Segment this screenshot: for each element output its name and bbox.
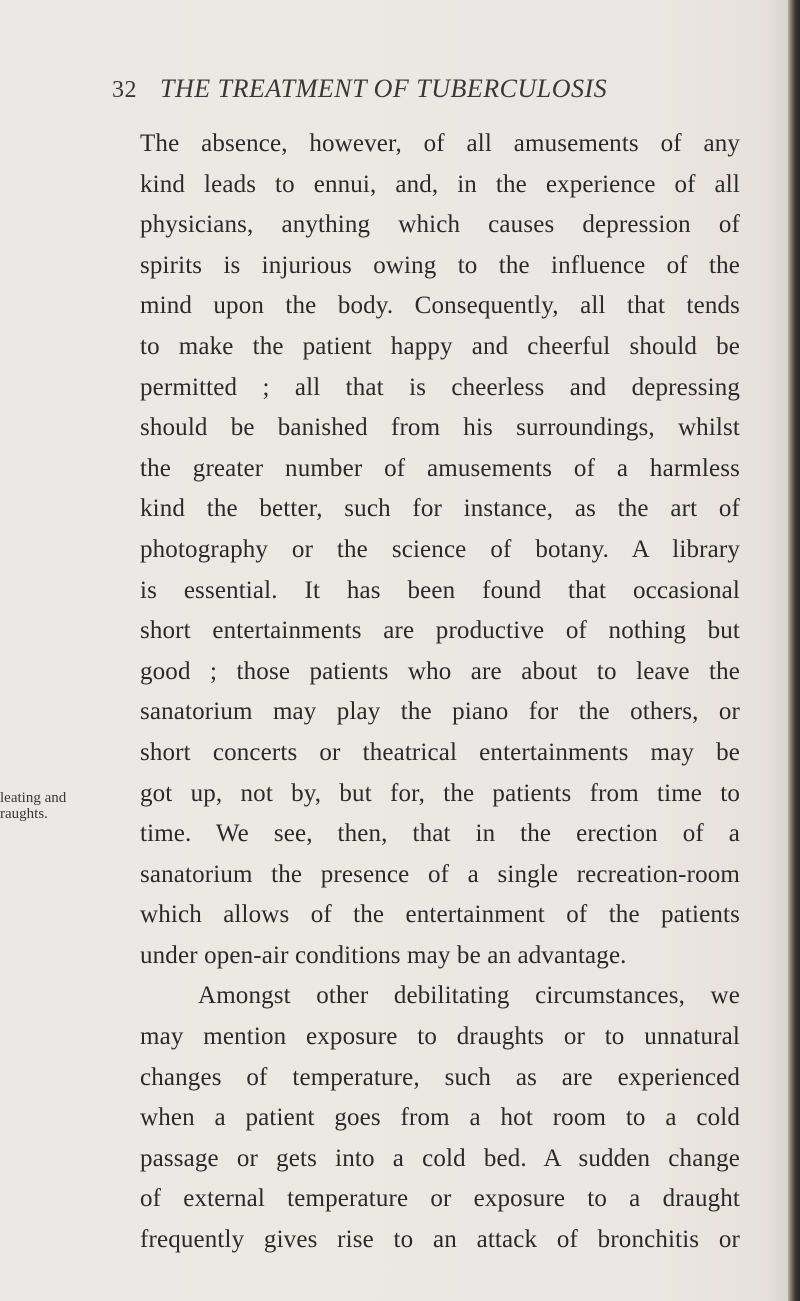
text-line: photography or the science of botany. A library <box>140 535 740 563</box>
text-line: got up, not by, but for, the patients from time to <box>140 779 740 807</box>
text-line: frequently gives rise to an attack of bronchitis or <box>140 1226 740 1254</box>
text-line: passage or gets into a cold bed. A sudden change <box>140 1144 740 1172</box>
text-line: may mention exposure to draughts or to unnatural <box>140 1023 740 1051</box>
text-line: sanatorium the presence of a single recreation-room <box>140 860 740 888</box>
page-edge-shadow <box>788 0 800 1301</box>
text-line: good ; those patients who are about to leave the <box>140 657 740 685</box>
text-line: spirits is injurious owing to the influence of the <box>140 251 740 279</box>
running-head <box>112 74 672 104</box>
text-line: changes of temperature, such as are experienced <box>140 1063 740 1091</box>
margin-note-line: raughts. <box>0 806 48 822</box>
text-line: the greater number of amusements of a harmless <box>140 454 740 482</box>
text-line: should be banished from his surroundings, whilst <box>140 414 740 442</box>
text-line: time. We see, then, that in the erection of a <box>140 820 740 848</box>
text-line: The absence, however, of all amusements of any <box>140 130 740 157</box>
paragraph-start-line: Amongst other debilitating circumstances, we <box>198 982 740 1010</box>
text-line: physicians, anything which causes depression of <box>140 211 740 239</box>
text-line: sanatorium may play the piano for the others, or <box>140 698 740 726</box>
page-number: 32 <box>112 77 137 103</box>
text-line: kind the better, such for instance, as the art of <box>140 495 740 523</box>
text-line: when a patient goes from a hot room to a cold <box>140 1104 740 1132</box>
text-line: short entertainments are productive of nothing but <box>140 617 740 645</box>
running-title: THE TREATMENT OF TUBERCULOSIS <box>160 74 608 103</box>
text-line: mind upon the body. Consequently, all that tends <box>140 292 740 320</box>
text-line: under open-air conditions may be an advantage. <box>140 941 627 969</box>
body-text <box>140 124 740 1261</box>
text-line: which allows of the entertainment of the patients <box>140 901 740 929</box>
text-line: of external temperature or exposure to a draught <box>140 1185 740 1213</box>
text-line: permitted ; all that is cheerless and depressing <box>140 373 740 401</box>
text-line: short concerts or theatrical entertainments may be <box>140 738 740 766</box>
margin-note-line: leating and <box>0 790 67 806</box>
margin-note <box>0 790 110 822</box>
text-line: kind leads to ennui, and, in the experience of all <box>140 170 740 198</box>
text-line: is essential. It has been found that occasional <box>140 576 740 604</box>
text-line: to make the patient happy and cheerful should be <box>140 332 740 360</box>
